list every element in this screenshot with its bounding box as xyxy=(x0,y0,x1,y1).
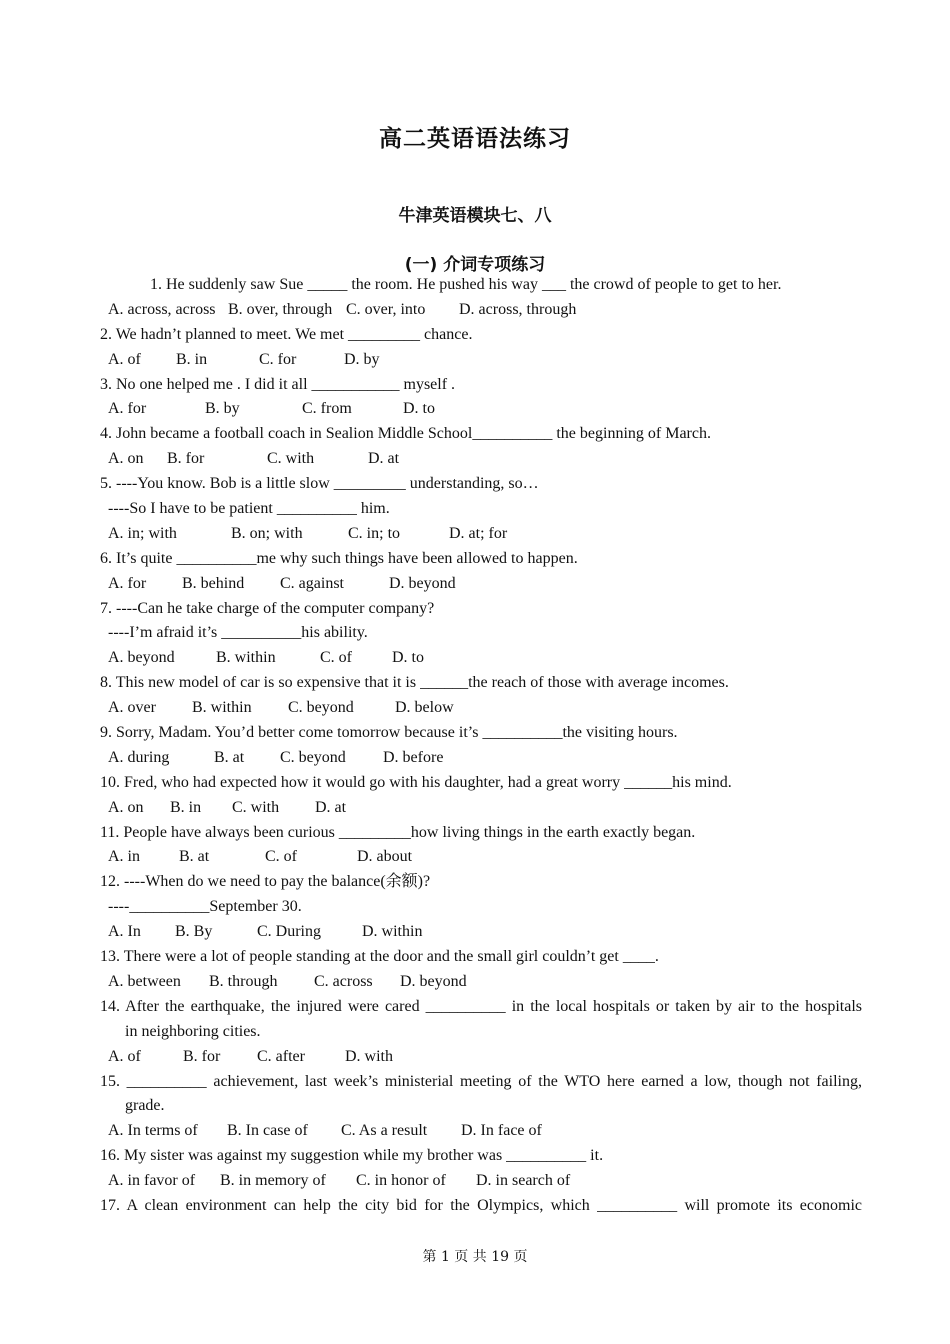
option-d: D. before xyxy=(383,748,444,766)
question-stem: 15. __________ achievement, last week’s ministerial meeting of the WTO here earned a low, though not failing, xyxy=(100,1072,862,1090)
question-stem: 12. ----When do we need to pay the balance(余额)? xyxy=(100,873,431,891)
question-stem: 2. We hadn’t planned to meet. We met _________ chance. xyxy=(100,325,473,343)
option-c: C. across xyxy=(314,972,373,990)
question-item xyxy=(100,373,862,423)
question-item xyxy=(100,273,862,323)
answer-options xyxy=(100,1119,862,1144)
page-footer: 第 1 页 共 19 页 xyxy=(422,1249,528,1265)
option-a: A. on xyxy=(108,798,144,816)
answer-options xyxy=(100,447,862,472)
question-item xyxy=(100,547,862,597)
answer-options xyxy=(100,796,862,821)
question-stem: 7. ----Can he take charge of the computer company? xyxy=(100,599,435,617)
question-item xyxy=(100,323,862,373)
option-b: B. for xyxy=(183,1047,221,1065)
option-d: D. at xyxy=(368,450,400,468)
option-c: C. of xyxy=(265,848,297,866)
question-stem: 17. A clean environment can help the city bid for the Olympics, which __________ will promote its economic xyxy=(100,1196,862,1214)
option-a: A. of xyxy=(108,1047,141,1065)
answer-options xyxy=(100,1169,862,1194)
answer-options xyxy=(100,970,862,995)
option-c: C. with xyxy=(267,450,315,468)
option-d: D. beyond xyxy=(389,574,456,592)
option-b: B. in memory of xyxy=(220,1172,326,1190)
option-a: A. of xyxy=(108,350,141,368)
option-d: D. to xyxy=(392,649,424,667)
answer-options xyxy=(100,522,862,547)
question-item xyxy=(100,1070,862,1145)
option-b: B. for xyxy=(167,450,205,468)
option-c: C. in; to xyxy=(348,524,401,542)
question-stem-continued: ----So I have to be patient __________ him. xyxy=(108,500,390,518)
question-stem: 5. ----You know. Bob is a little slow _________ understanding, so… xyxy=(100,475,539,493)
option-b: B. In case of xyxy=(227,1122,308,1140)
question-stem-continued: ----__________September 30. xyxy=(108,898,302,916)
question-stem: 4. John became a football coach in Sealion Middle School__________ the beginning of March. xyxy=(100,425,711,443)
option-b: B. at xyxy=(214,748,245,766)
question-item xyxy=(100,771,862,821)
option-b: B. behind xyxy=(182,574,245,592)
option-a: A. across, across xyxy=(108,300,216,318)
option-a: A. beyond xyxy=(108,649,175,667)
option-c: C. As a result xyxy=(341,1122,428,1140)
question-item xyxy=(100,721,862,771)
question-stem: 14. After the earthquake, the injured were cared __________ in the local hospitals or taken by air to the hospitals xyxy=(100,997,862,1015)
option-d: D. with xyxy=(345,1047,393,1065)
question-stem: 6. It’s quite __________me why such things have been allowed to happen. xyxy=(100,549,578,567)
page-title: 高二英语语法练习 xyxy=(379,126,571,152)
question-stem: 9. Sorry, Madam. You’d better come tomorrow because it’s __________the visiting hours. xyxy=(100,724,678,742)
option-d: D. beyond xyxy=(400,972,467,990)
option-d: D. below xyxy=(395,699,454,717)
option-d: D. within xyxy=(362,923,423,941)
option-b: B. By xyxy=(175,923,213,941)
option-c: C. During xyxy=(257,923,321,941)
option-a: A. in xyxy=(108,848,140,866)
option-a: A. during xyxy=(108,748,170,766)
option-c: C. against xyxy=(280,574,344,592)
answer-options xyxy=(100,1045,862,1070)
question-item xyxy=(100,597,862,672)
answer-options xyxy=(100,746,862,771)
option-d: D. In face of xyxy=(461,1122,542,1140)
question-item xyxy=(100,821,862,871)
question-item xyxy=(100,1144,862,1194)
option-c: C. with xyxy=(232,798,280,816)
option-a: A. on xyxy=(108,450,144,468)
answer-options xyxy=(100,646,862,671)
option-d: D. by xyxy=(344,350,380,368)
question-stem: 11. People have always been curious _________how living things in the earth exactly began. xyxy=(100,823,696,841)
question-item xyxy=(100,1194,862,1219)
question-item xyxy=(100,870,862,945)
question-stem-continued: grade. xyxy=(125,1097,165,1115)
question-list xyxy=(100,273,862,1219)
section-title: (一) 介词专项练习 xyxy=(404,255,546,275)
option-d: D. at; for xyxy=(449,524,508,542)
option-d: D. in search of xyxy=(476,1172,571,1190)
option-c: C. beyond xyxy=(288,699,354,717)
answer-options xyxy=(100,920,862,945)
answer-options xyxy=(100,397,862,422)
option-b: B. in xyxy=(170,798,202,816)
question-stem-continued: ----I’m afraid it’s __________his ability. xyxy=(108,624,368,642)
option-d: D. about xyxy=(357,848,413,866)
question-item xyxy=(100,422,862,472)
page-subtitle: 牛津英语模块七、八 xyxy=(398,206,552,226)
option-a: A. in favor of xyxy=(108,1172,196,1190)
question-stem-continued: in neighboring cities. xyxy=(125,1022,261,1040)
option-c: C. after xyxy=(257,1047,305,1065)
question-stem: 13. There were a lot of people standing at the door and the small girl couldn’t get ____. xyxy=(100,948,659,966)
question-stem: 3. No one helped me . I did it all ___________ myself . xyxy=(100,375,456,393)
option-c: C. beyond xyxy=(280,748,346,766)
option-b: B. through xyxy=(209,972,278,990)
option-a: A. between xyxy=(108,972,181,990)
option-c: C. of xyxy=(320,649,352,667)
question-stem: 1. He suddenly saw Sue _____ the room. He pushed his way ___ the crowd of people to get to her. xyxy=(150,276,782,293)
option-c: C. in honor of xyxy=(356,1172,446,1190)
answer-options xyxy=(100,696,862,721)
question-stem: 10. Fred, who had expected how it would go with his daughter, had a great worry ______his mind. xyxy=(100,773,732,791)
option-b: B. on; with xyxy=(231,524,303,542)
option-b: B. over, through xyxy=(228,300,333,318)
answer-options xyxy=(100,572,862,597)
question-stem: 16. My sister was against my suggestion while my brother was __________ it. xyxy=(100,1147,604,1165)
option-c: C. over, into xyxy=(346,300,426,318)
option-a: A. for xyxy=(108,400,147,418)
option-b: B. at xyxy=(179,848,210,866)
option-a: A. In terms of xyxy=(108,1122,198,1140)
option-d: D. at xyxy=(315,798,347,816)
option-c: C. for xyxy=(259,350,297,368)
answer-options xyxy=(100,348,862,373)
option-a: A. In xyxy=(108,923,141,941)
question-stem: 8. This new model of car is so expensive that it is ______the reach of those with average incomes. xyxy=(100,674,729,692)
question-item xyxy=(100,671,862,721)
option-b: B. by xyxy=(205,400,240,418)
option-a: A. over xyxy=(108,699,156,717)
option-a: A. for xyxy=(108,574,147,592)
option-d: D. to xyxy=(403,400,435,418)
answer-options xyxy=(100,298,862,323)
option-b: B. within xyxy=(192,699,252,717)
option-b: B. within xyxy=(216,649,276,667)
question-item xyxy=(100,472,862,547)
question-item xyxy=(100,995,862,1070)
question-item xyxy=(100,945,862,995)
option-b: B. in xyxy=(176,350,208,368)
answer-options xyxy=(100,845,862,870)
option-a: A. in; with xyxy=(108,524,177,542)
option-c: C. from xyxy=(302,400,352,418)
option-d: D. across, through xyxy=(459,300,577,318)
